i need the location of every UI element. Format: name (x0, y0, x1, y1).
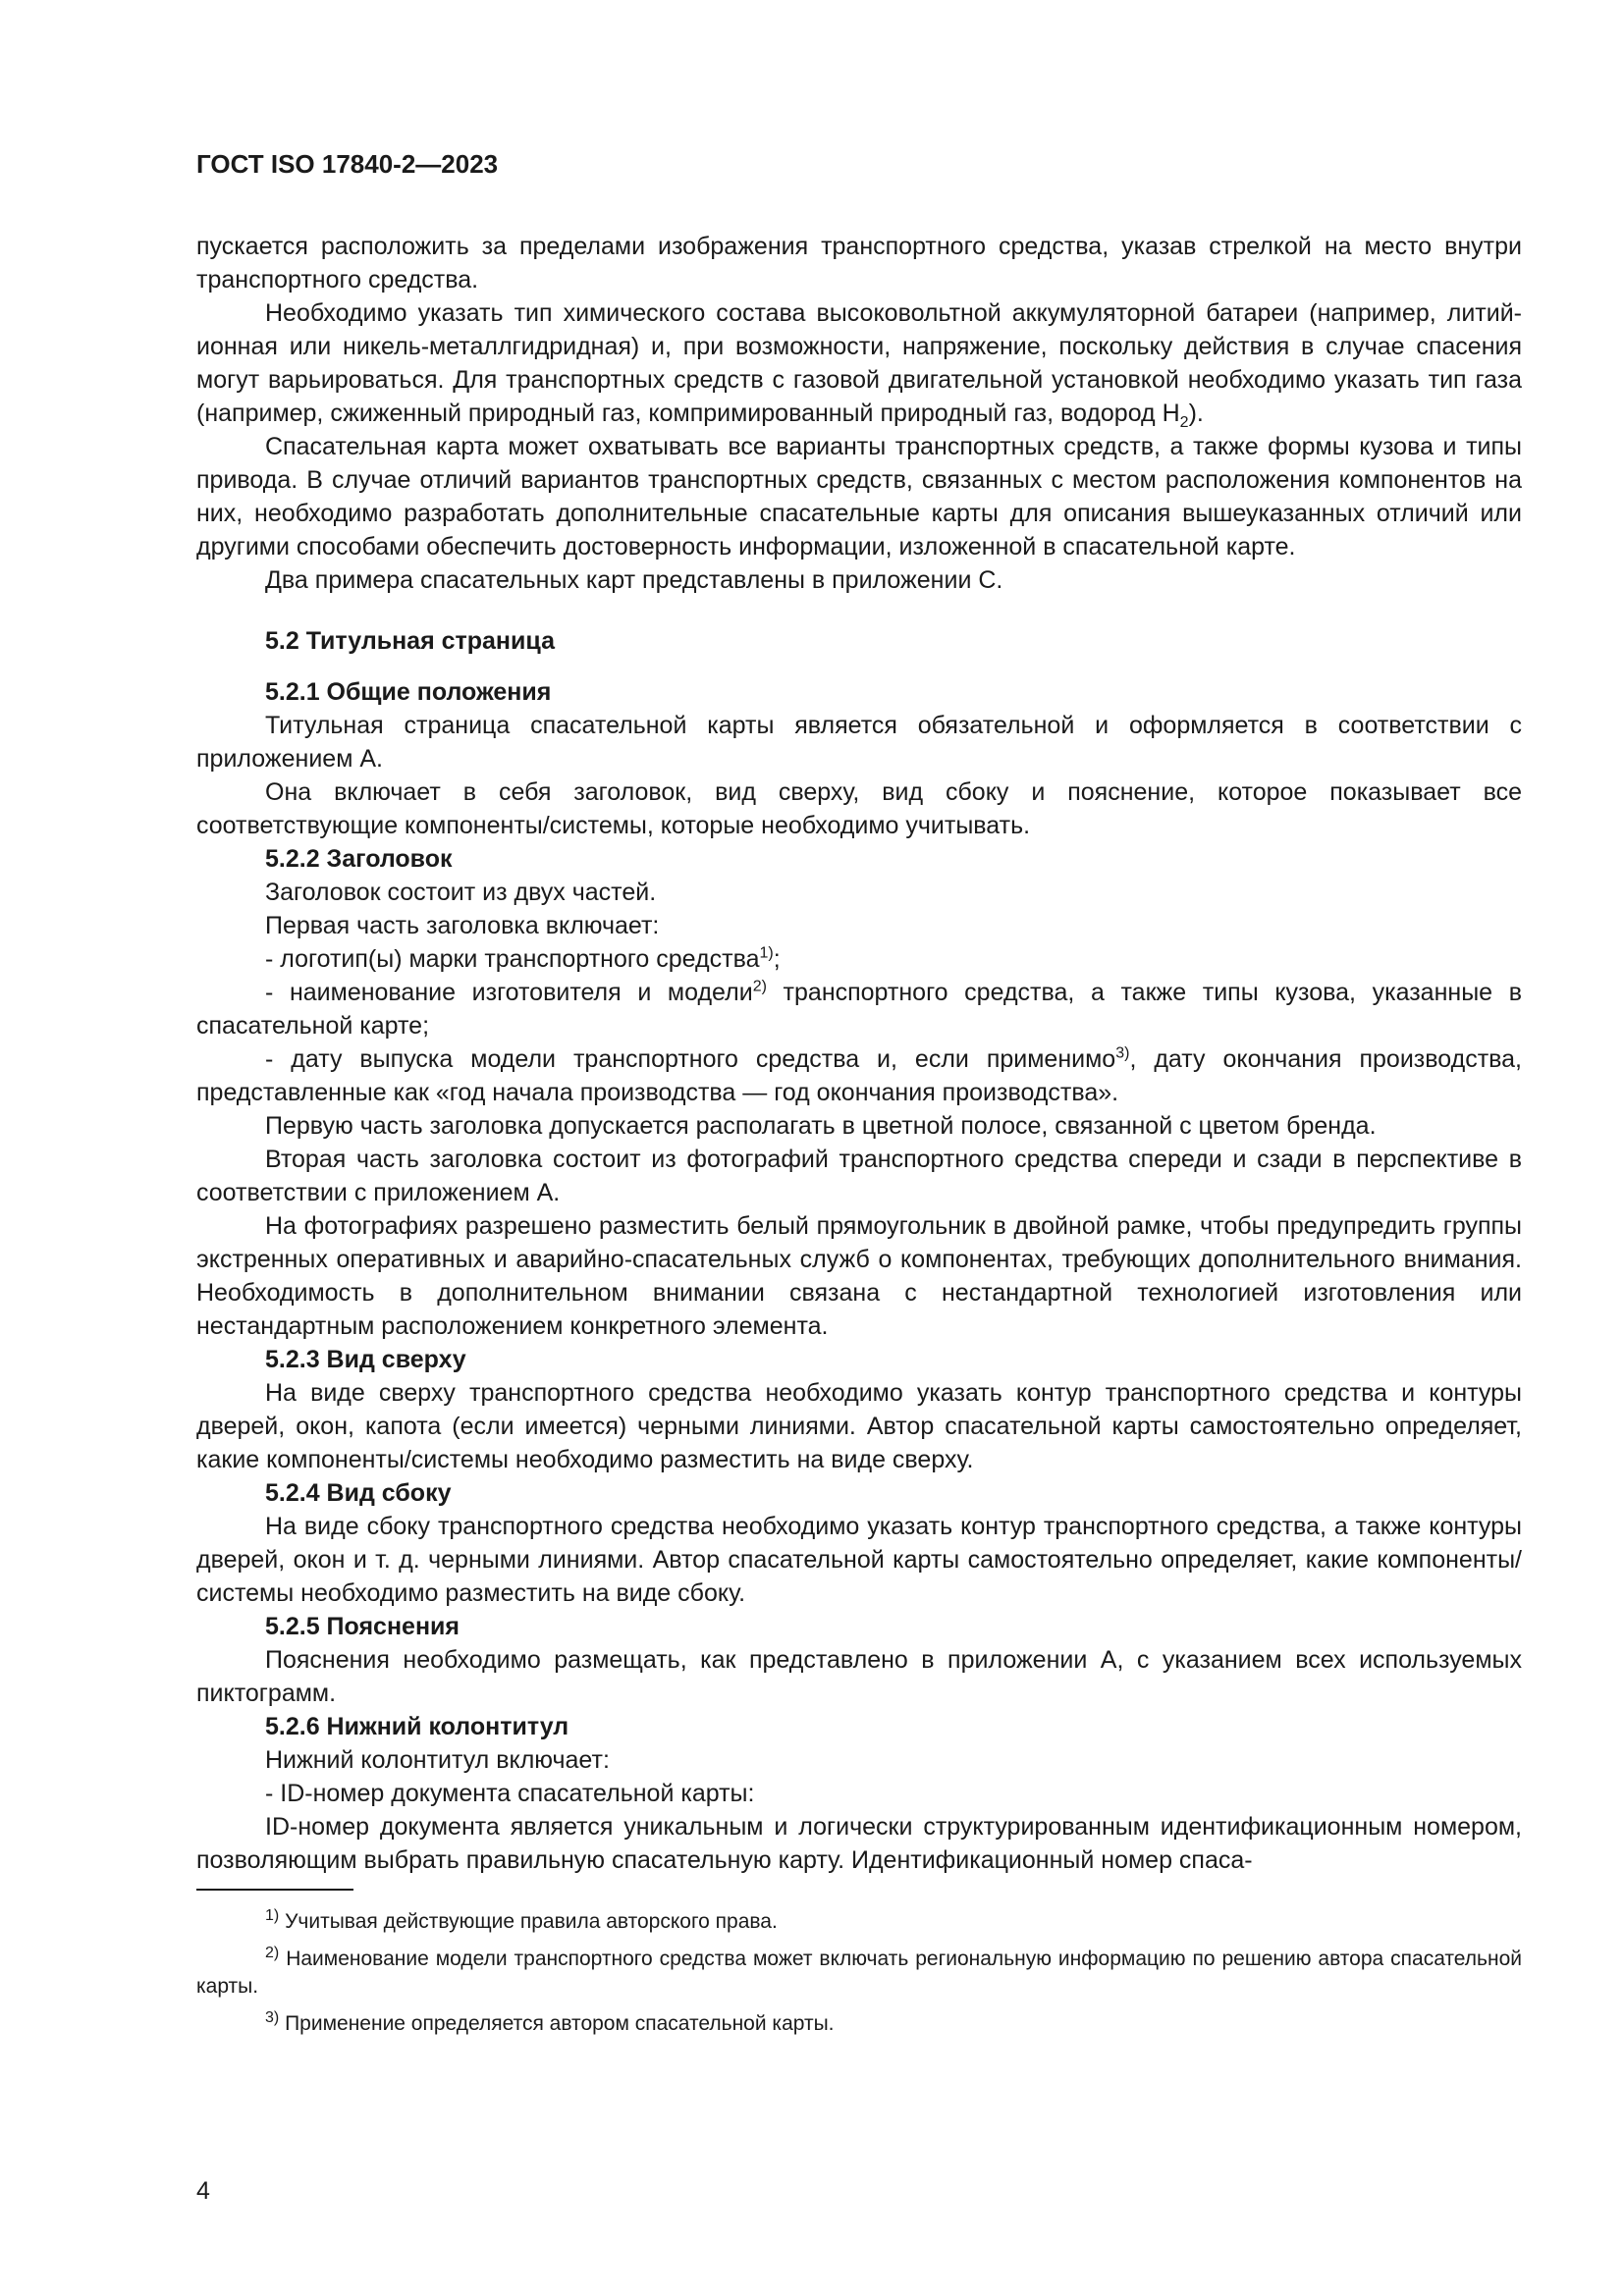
footnote-divider (196, 1889, 353, 1891)
list-item: - ID-номер документа спасательной карты: (265, 1780, 755, 1807)
paragraph-text: Необходимо указать тип химического состава высоковольтной аккумуляторной батареи (например, литий-ионная или никель-металлгидридная) и, при возможности, напряжение, поскольку действия в случае спасения могут варьироваться. Для транспортных средств с газовой двигательной установкой необходимо указать тип газа (например, сжиженный природный газ, компримированный природный газ, водород H (196, 299, 1522, 427)
paragraph: Первую часть заголовка допускается располагать в цветной полосе, связанной с цветом бренда. (265, 1112, 1377, 1140)
list-item-text: - логотип(ы) марки транспортного средства (265, 945, 760, 973)
list-item (196, 942, 1522, 976)
subsection-heading: 5.2.2 Заголовок (265, 845, 453, 873)
paragraph: Заголовок состоит из двух частей. (265, 879, 657, 906)
paragraph: Нижний колонтитул включает: (265, 1746, 610, 1774)
footnote-mark: 2) (265, 1945, 280, 1961)
subsection-heading: 5.2.1 Общие положения (265, 678, 552, 706)
footnote (196, 1908, 1522, 1936)
subscript: 2 (1179, 414, 1189, 431)
footnote-text: Наименование модели транспортного средства может включать региональную информацию по решению автора спасательной карты. (196, 1948, 1522, 1998)
footnote-ref: 2) (752, 978, 767, 995)
subsection-heading: 5.2.6 Нижний колонтитул (265, 1713, 569, 1740)
footnote-ref: 3) (1115, 1044, 1130, 1062)
footnote-text: Применение определяется автором спасательной карты. (279, 2012, 835, 2035)
paragraph: Она включает в себя заголовок, вид сверху, вид сбоку и пояснение, которое показывает все соответствующие компоненты/системы, которые необходимо учитывать. (196, 778, 1522, 839)
paragraph: Титульная страница спасательной карты является обязательной и оформляется в соответствии с приложением А. (196, 712, 1522, 773)
paragraph: ID-номер документа является уникальным и логически структурированным идентификационным номером, позволяющим выбрать правильную спасательную карту. Идентификационный номер спаса- (196, 1813, 1522, 1874)
footnote-mark: 1) (265, 1907, 280, 1924)
page-number: 4 (196, 2177, 210, 2205)
paragraph: Два примера спасательных карт представлены в приложении С. (265, 566, 1003, 594)
list-item-text: - наименование изготовителя и модели (265, 979, 753, 1006)
list-item-text: ; (773, 945, 781, 973)
subsection-heading: 5.2.4 Вид сбоку (265, 1479, 452, 1507)
paragraph: пускается расположить за пределами изображения транспортного средства, указав стрелкой на место внутри транспортного средства. (196, 233, 1522, 294)
paragraph (196, 296, 1522, 430)
document-header: ГОСТ ISO 17840-2—2023 (196, 149, 499, 179)
footnote-ref: 1) (759, 944, 774, 962)
list-item-text: , дату окончания производства, представленные как «год начала производства — год окончания производства». (196, 1045, 1522, 1106)
paragraph: Вторая часть заголовка состоит из фотографий транспортного средства спереди и сзади в перспективе в соответствии с приложением А. (196, 1146, 1522, 1206)
paragraph: Пояснения необходимо размещать, как представлено в приложении А, с указанием всех используемых пиктограмм. (196, 1646, 1522, 1707)
paragraph: Первая часть заголовка включает: (265, 912, 660, 939)
paragraph: На виде сбоку транспортного средства необходимо указать контур транспортного средства, а также контуры дверей, окон и т. д. черными линиями. Автор спасательной карты самостоятельно определяет, какие компоненты/системы необходимо разместить на виде сбоку. (196, 1513, 1522, 1607)
footnote (196, 1946, 1522, 2001)
list-item-text: - дату выпуска модели транспортного средства и, если применимо (265, 1045, 1116, 1073)
list-item (196, 1042, 1522, 1109)
subsection-heading: 5.2.5 Пояснения (265, 1613, 460, 1640)
list-item-text: транспортного средства, а также типы кузова, указанные в спасательной карте; (196, 979, 1522, 1040)
paragraph: Спасательная карта может охватывать все варианты транспортных средств, а также формы кузова и типы привода. В случае отличий вариантов транспортных средств, связанных с местом расположения компонентов на них, необходимо разработать дополнительные спасательные карты для описания вышеуказанных отличий или другими способами обеспечить достоверность информации, изложенной в спасательной карте. (196, 433, 1522, 561)
section-heading: 5.2 Титульная страница (265, 627, 555, 655)
footnote-mark: 3) (265, 2009, 280, 2026)
footnote-text: Учитывая действующие правила авторского права. (279, 1910, 778, 1933)
paragraph: На фотографиях разрешено разместить белый прямоугольник в двойной рамке, чтобы предупредить группы экстренных оперативных и аварийно-спасательных служб о компонентах, требующих дополнительного внимания. Необходимость в дополнительном внимании связана с нестандартной технологией изготовления или нестандартным расположением конкретного элемента. (196, 1212, 1522, 1340)
subsection-heading: 5.2.3 Вид сверху (265, 1346, 466, 1373)
paragraph: На виде сверху транспортного средства необходимо указать контур транспортного средства и контуры дверей, окон, капота (если имеется) черными линиями. Автор спасательной карты самостоятельно определяет, какие компоненты/системы необходимо разместить на виде сверху. (196, 1379, 1522, 1473)
document-page (196, 147, 1522, 2048)
list-item (196, 976, 1522, 1042)
footnote (196, 2010, 1522, 2038)
paragraph-text: ). (1188, 400, 1204, 427)
